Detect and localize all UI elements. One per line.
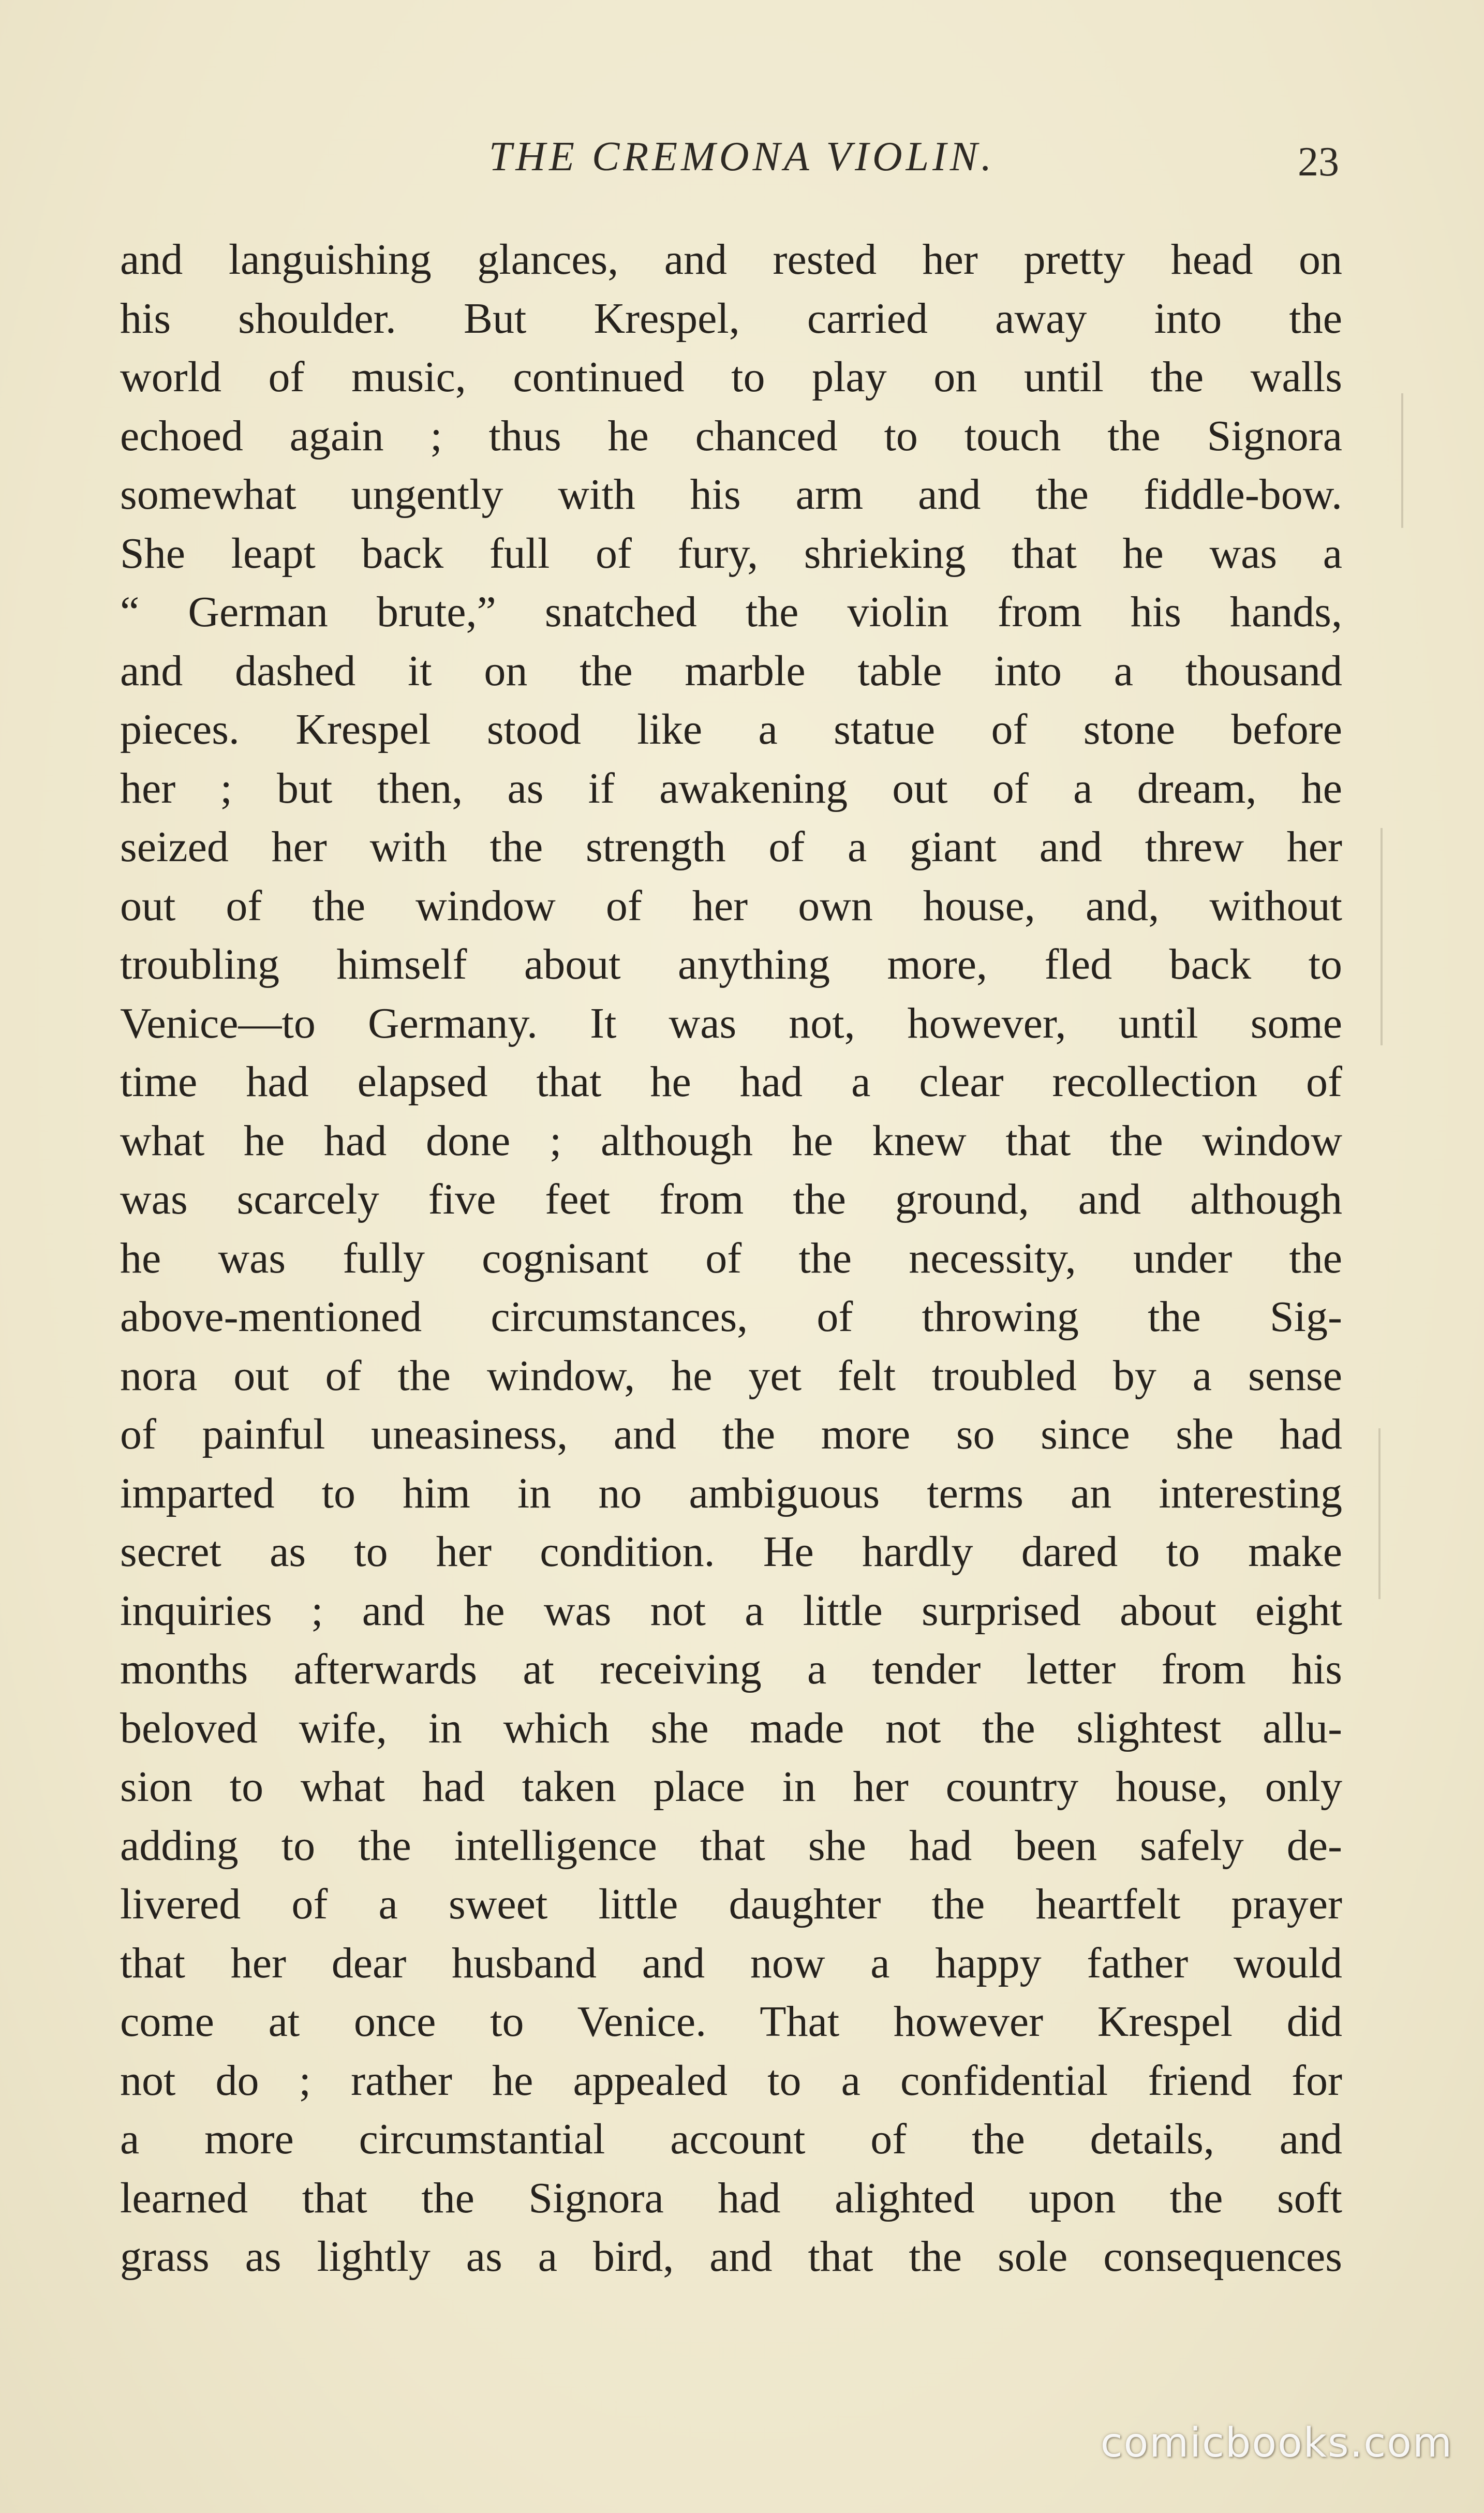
running-title: THE CREMONA VIOLIN. — [488, 134, 996, 180]
text-line: imparted to him in no ambiguous terms an interesting — [120, 1469, 1342, 1517]
margin-crease — [1381, 828, 1383, 1045]
margin-crease — [1401, 393, 1403, 528]
text-line: her ; but then, as if awakening out of a dream, he — [120, 764, 1342, 812]
text-line: his shoulder. But Krespel, carried away into the — [120, 294, 1342, 343]
body-text — [120, 230, 1342, 2286]
text-line: not do ; rather he appealed to a confidential friend for — [120, 2056, 1342, 2105]
text-line: was scarcely five feet from the ground, and although — [120, 1175, 1342, 1223]
text-line: secret as to her condition. He hardly dared to make — [120, 1528, 1342, 1576]
text-line: pieces. Krespel stood like a statue of stone before — [120, 705, 1342, 753]
text-line: of painful uneasiness, and the more so since she had — [120, 1410, 1342, 1458]
text-line: time had elapsed that he had a clear recollection of — [120, 1058, 1342, 1106]
watermark: comicbooks.com — [1100, 2420, 1453, 2466]
margin-crease — [1378, 1428, 1381, 1599]
running-header — [0, 129, 1484, 191]
text-line: adding to the intelligence that she had been safely de- — [120, 1821, 1342, 1870]
text-line: echoed again ; thus he chanced to touch the Signora — [120, 411, 1342, 460]
text-line: learned that the Signora had alighted upon the soft — [120, 2174, 1342, 2222]
text-line: livered of a sweet little daughter the heartfelt prayer — [120, 1880, 1342, 1928]
text-line: inquiries ; and he was not a little surprised about eight — [120, 1586, 1342, 1635]
text-line: troubling himself about anything more, fled back to — [120, 940, 1342, 988]
text-line: what he had done ; although he knew that the window — [120, 1116, 1342, 1165]
text-line: nora out of the window, he yet felt troubled by a sense — [120, 1351, 1342, 1400]
text-line: above-mentioned circumstances, of throwing the Sig- — [120, 1293, 1342, 1341]
text-line: and dashed it on the marble table into a thousand — [120, 646, 1342, 695]
text-line: and languishing glances, and rested her pretty head on — [120, 235, 1342, 284]
text-line: grass as lightly as a bird, and that the sole consequences — [120, 2233, 1342, 2281]
text-line: She leapt back full of fury, shrieking that he was a — [120, 529, 1342, 578]
text-line: he was fully cognisant of the necessity, under the — [120, 1234, 1342, 1282]
text-line: months afterwards at receiving a tender letter from his — [120, 1645, 1342, 1693]
text-line: world of music, continued to play on until the walls — [120, 353, 1342, 401]
text-line: seized her with the strength of a giant and threw her — [120, 823, 1342, 871]
text-line: “ German brute,” snatched the violin from his hands, — [120, 588, 1342, 636]
text-line: that her dear husband and now a happy father would — [120, 1939, 1342, 1987]
text-line: beloved wife, in which she made not the slightest allu- — [120, 1704, 1342, 1752]
text-line: a more circumstantial account of the details, and — [120, 2115, 1342, 2163]
page-number: 23 — [1298, 139, 1339, 185]
text-line: come at once to Venice. That however Krespel did — [120, 1998, 1342, 2046]
text-line: Venice—to Germany. It was not, however, until some — [120, 999, 1342, 1047]
text-line: sion to what had taken place in her country house, only — [120, 1763, 1342, 1811]
text-line: out of the window of her own house, and, without — [120, 881, 1342, 930]
text-line: somewhat ungently with his arm and the fiddle-bow. — [120, 470, 1342, 519]
